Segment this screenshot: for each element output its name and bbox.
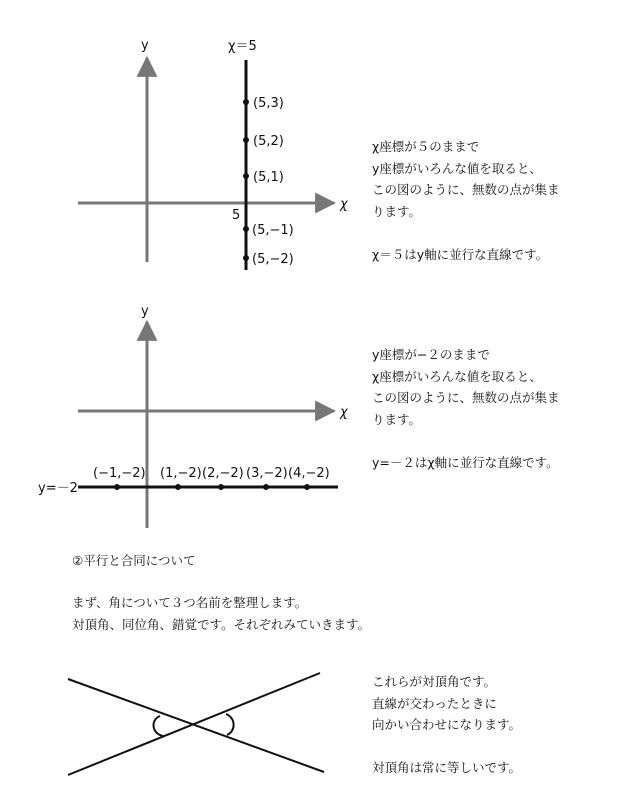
section-heading: ②平行と合同について xyxy=(72,553,196,568)
point-label: (1,−2) xyxy=(160,466,202,481)
diagram1-explanation xyxy=(372,136,560,265)
intro-line: 対頂角、同位角、錯覚です。それぞれみていきます。 xyxy=(72,616,371,632)
crossing-line xyxy=(68,673,320,775)
point-label: (5,−1) xyxy=(252,223,294,238)
x-axis-label: χ xyxy=(340,197,348,212)
point xyxy=(218,484,224,490)
point-label: (5,−2) xyxy=(252,252,294,267)
section-intro xyxy=(72,592,370,635)
explanation-line: y=－２はχ軸に並行な直線です。 xyxy=(372,454,559,470)
angle-arc-left xyxy=(154,716,163,736)
explanation-line: 直線が交わったときに xyxy=(372,695,497,711)
point xyxy=(243,137,249,143)
point xyxy=(114,484,120,490)
x-axis-label: χ xyxy=(340,405,348,420)
explanation-line: これらが対頂角です。 xyxy=(372,674,497,689)
point-label: (5,2) xyxy=(253,134,284,149)
point xyxy=(243,173,249,179)
intro-line: まず、角について３つ名前を整理します。 xyxy=(72,595,308,610)
point xyxy=(243,226,249,232)
point-label: (3,−2) xyxy=(246,466,288,481)
explanation-line: y座標が−２のままで xyxy=(372,347,490,362)
crossing-line xyxy=(68,679,324,772)
diagram2 xyxy=(38,304,349,528)
point-label: (4,−2) xyxy=(288,466,330,481)
spacer xyxy=(372,736,521,758)
explanation-line: ります。 xyxy=(372,203,422,219)
point-label: (5,3) xyxy=(253,96,284,111)
origin-tick-label: 5 xyxy=(232,208,241,223)
y-axis-label: y xyxy=(141,304,149,319)
explanation-line: 向かい合わせになります。 xyxy=(372,717,522,732)
point xyxy=(243,255,249,261)
point xyxy=(243,99,249,105)
explanation-line: χ座標が５のままで xyxy=(372,139,480,154)
point-label: (2,−2) xyxy=(202,466,244,481)
line-label: y=－2 xyxy=(38,481,78,496)
point xyxy=(304,484,310,490)
explanation-line: χ座標がいろんな値を取ると、 xyxy=(372,368,542,384)
explanation-line: y座標がいろんな値を取ると、 xyxy=(372,160,542,176)
point-label: (5,1) xyxy=(253,170,284,185)
y-axis-label: y xyxy=(141,38,149,53)
explanation-line: ります。 xyxy=(372,411,422,427)
diagram1 xyxy=(78,38,349,270)
diagram3-explanation xyxy=(372,671,521,779)
explanation-line: 対頂角は常に等しいです。 xyxy=(372,760,522,775)
line-label: χ＝5 xyxy=(228,39,257,54)
spacer xyxy=(372,430,560,452)
spacer xyxy=(372,222,560,244)
diagram3 xyxy=(68,673,324,775)
point xyxy=(175,484,181,490)
angle-arc-right xyxy=(226,714,234,735)
explanation-line: この図のように、無数の点が集ま xyxy=(372,390,560,405)
explanation-line: この図のように、無数の点が集ま xyxy=(372,182,560,197)
point-label: (−1,−2) xyxy=(93,466,146,481)
diagram2-explanation xyxy=(372,344,560,473)
point xyxy=(263,484,269,490)
explanation-line: χ＝５はy軸に並行な直線です。 xyxy=(372,246,549,262)
